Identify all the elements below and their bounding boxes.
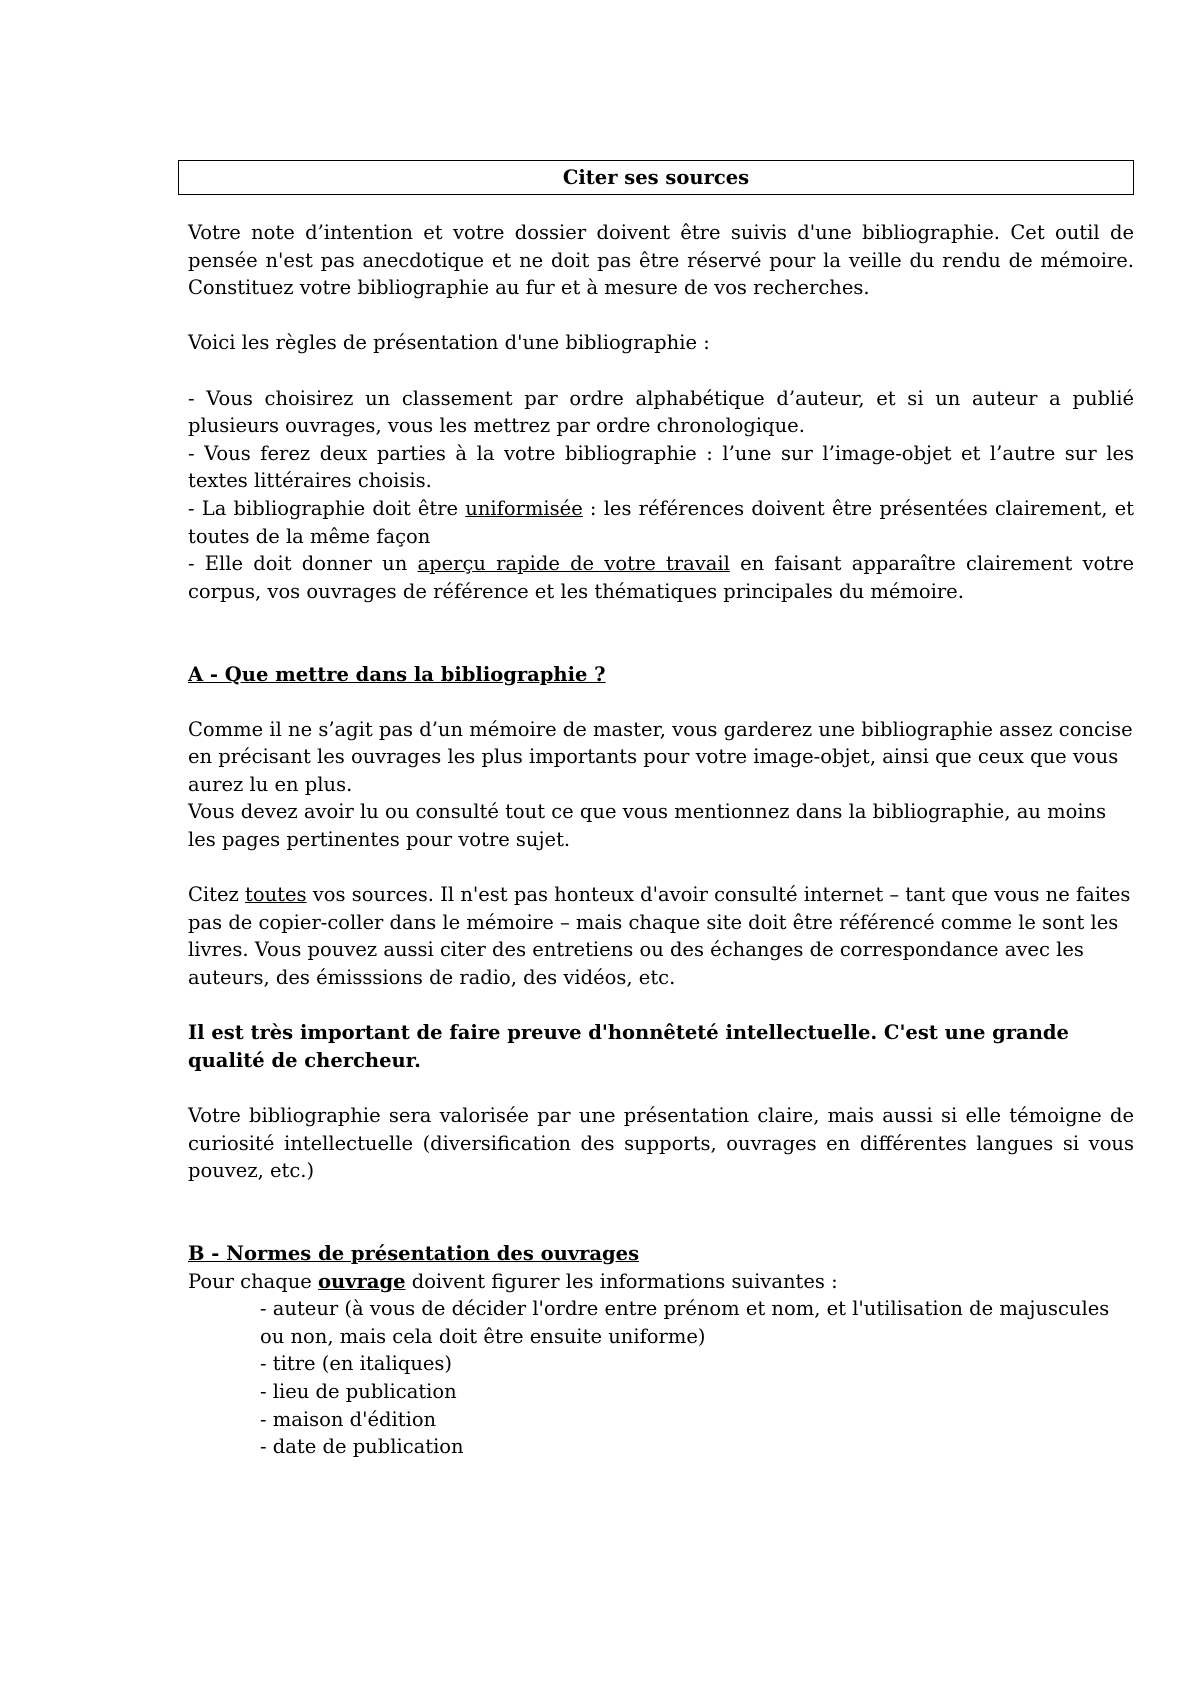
- document-body: [188, 219, 1134, 1461]
- section-a-paragraph: Comme il ne s’agit pas d’un mémoire de master, vous garderez une bibliographie assez concise en précisant les ouvrages les plus importants pour votre image-objet, ainsi que ceux que vous aurez lu en plus.: [188, 717, 1133, 796]
- underlined-term: ouvrage: [318, 1269, 406, 1293]
- section-a-paragraph: Vous devez avoir lu ou consulté tout ce que vous mentionnez dans la bibliographie, au moins les pages pertinentes pour votre sujet.: [188, 800, 1107, 852]
- info-list: [188, 1295, 1134, 1461]
- list-item: - date de publication: [260, 1435, 464, 1459]
- section-b-heading: B - Normes de présentation des ouvrages: [188, 1241, 640, 1265]
- document-page: [188, 160, 1134, 1461]
- section-a-paragraph: Votre bibliographie sera valorisée par une présentation claire, mais aussi si elle témoigne de curiosité intellectuelle (diversification des supports, ouvrages en différentes langues si vous pouvez, etc.): [188, 1104, 1134, 1183]
- list-item: - maison d'édition: [260, 1407, 437, 1431]
- list-item: - lieu de publication: [260, 1379, 457, 1403]
- rule-item: - Elle doit donner un aperçu rapide de votre travail en faisant apparaître clairement votre corpus, vos ouvrages de référence et les thématiques principales du mémoire.: [188, 552, 1134, 603]
- rule-item: - La bibliographie doit être uniformisée : les références doivent être présentées clairement, et toutes de la même façon: [188, 496, 1134, 548]
- document-title: Citer ses sources: [178, 160, 1134, 195]
- section-a-heading: A - Que mettre dans la bibliographie ?: [188, 662, 606, 686]
- list-item: - auteur (à vous de décider l'ordre entre prénom et nom, et l'utilisation de majuscules ou non, mais cela doit être ensuite uniforme): [260, 1297, 1110, 1348]
- intro-paragraph: Votre note d’intention et votre dossier doivent être suivis d'une bibliographie. Cet outil de pensée n'est pas anecdotique et ne doit pas être réservé pour la veille du rendu de mémoire. Constituez votre bibliographie au fur et à mesure de vos recherches.: [188, 221, 1134, 300]
- underlined-term: toutes: [245, 883, 307, 907]
- rule-item: - Vous choisirez un classement par ordre alphabétique d’auteur, et si un auteur a publié plusieurs ouvrages, vous les mettrez par ordre chronologique.: [188, 386, 1134, 438]
- rule-item: - Vous ferez deux parties à la votre bibliographie : l’une sur l’image-objet et l’autre sur les textes littéraires choisis.: [188, 441, 1134, 493]
- rules-intro: Voici les règles de présentation d'une bibliographie :: [188, 331, 710, 355]
- section-a-paragraph: Citez toutes vos sources. Il n'est pas honteux d'avoir consulté internet – tant que vous ne faites pas de copier-coller dans le mémoire – mais chaque site doit être référencé comme le sont les livres. Vous pouvez aussi citer des entretiens ou des échanges de correspondance avec les auteurs, des émisssions de radio, des vidéos, etc.: [188, 883, 1131, 990]
- underlined-term: uniformisée: [465, 496, 583, 520]
- underlined-term: aperçu rapide de votre travail: [417, 552, 730, 576]
- list-item: - titre (en italiques): [260, 1352, 453, 1376]
- important-note: Il est très important de faire preuve d'honnêteté intellectuelle. C'est une grande qualité de chercheur.: [188, 1021, 1069, 1072]
- section-b-intro: Pour chaque ouvrage doivent figurer les informations suivantes :: [188, 1269, 838, 1293]
